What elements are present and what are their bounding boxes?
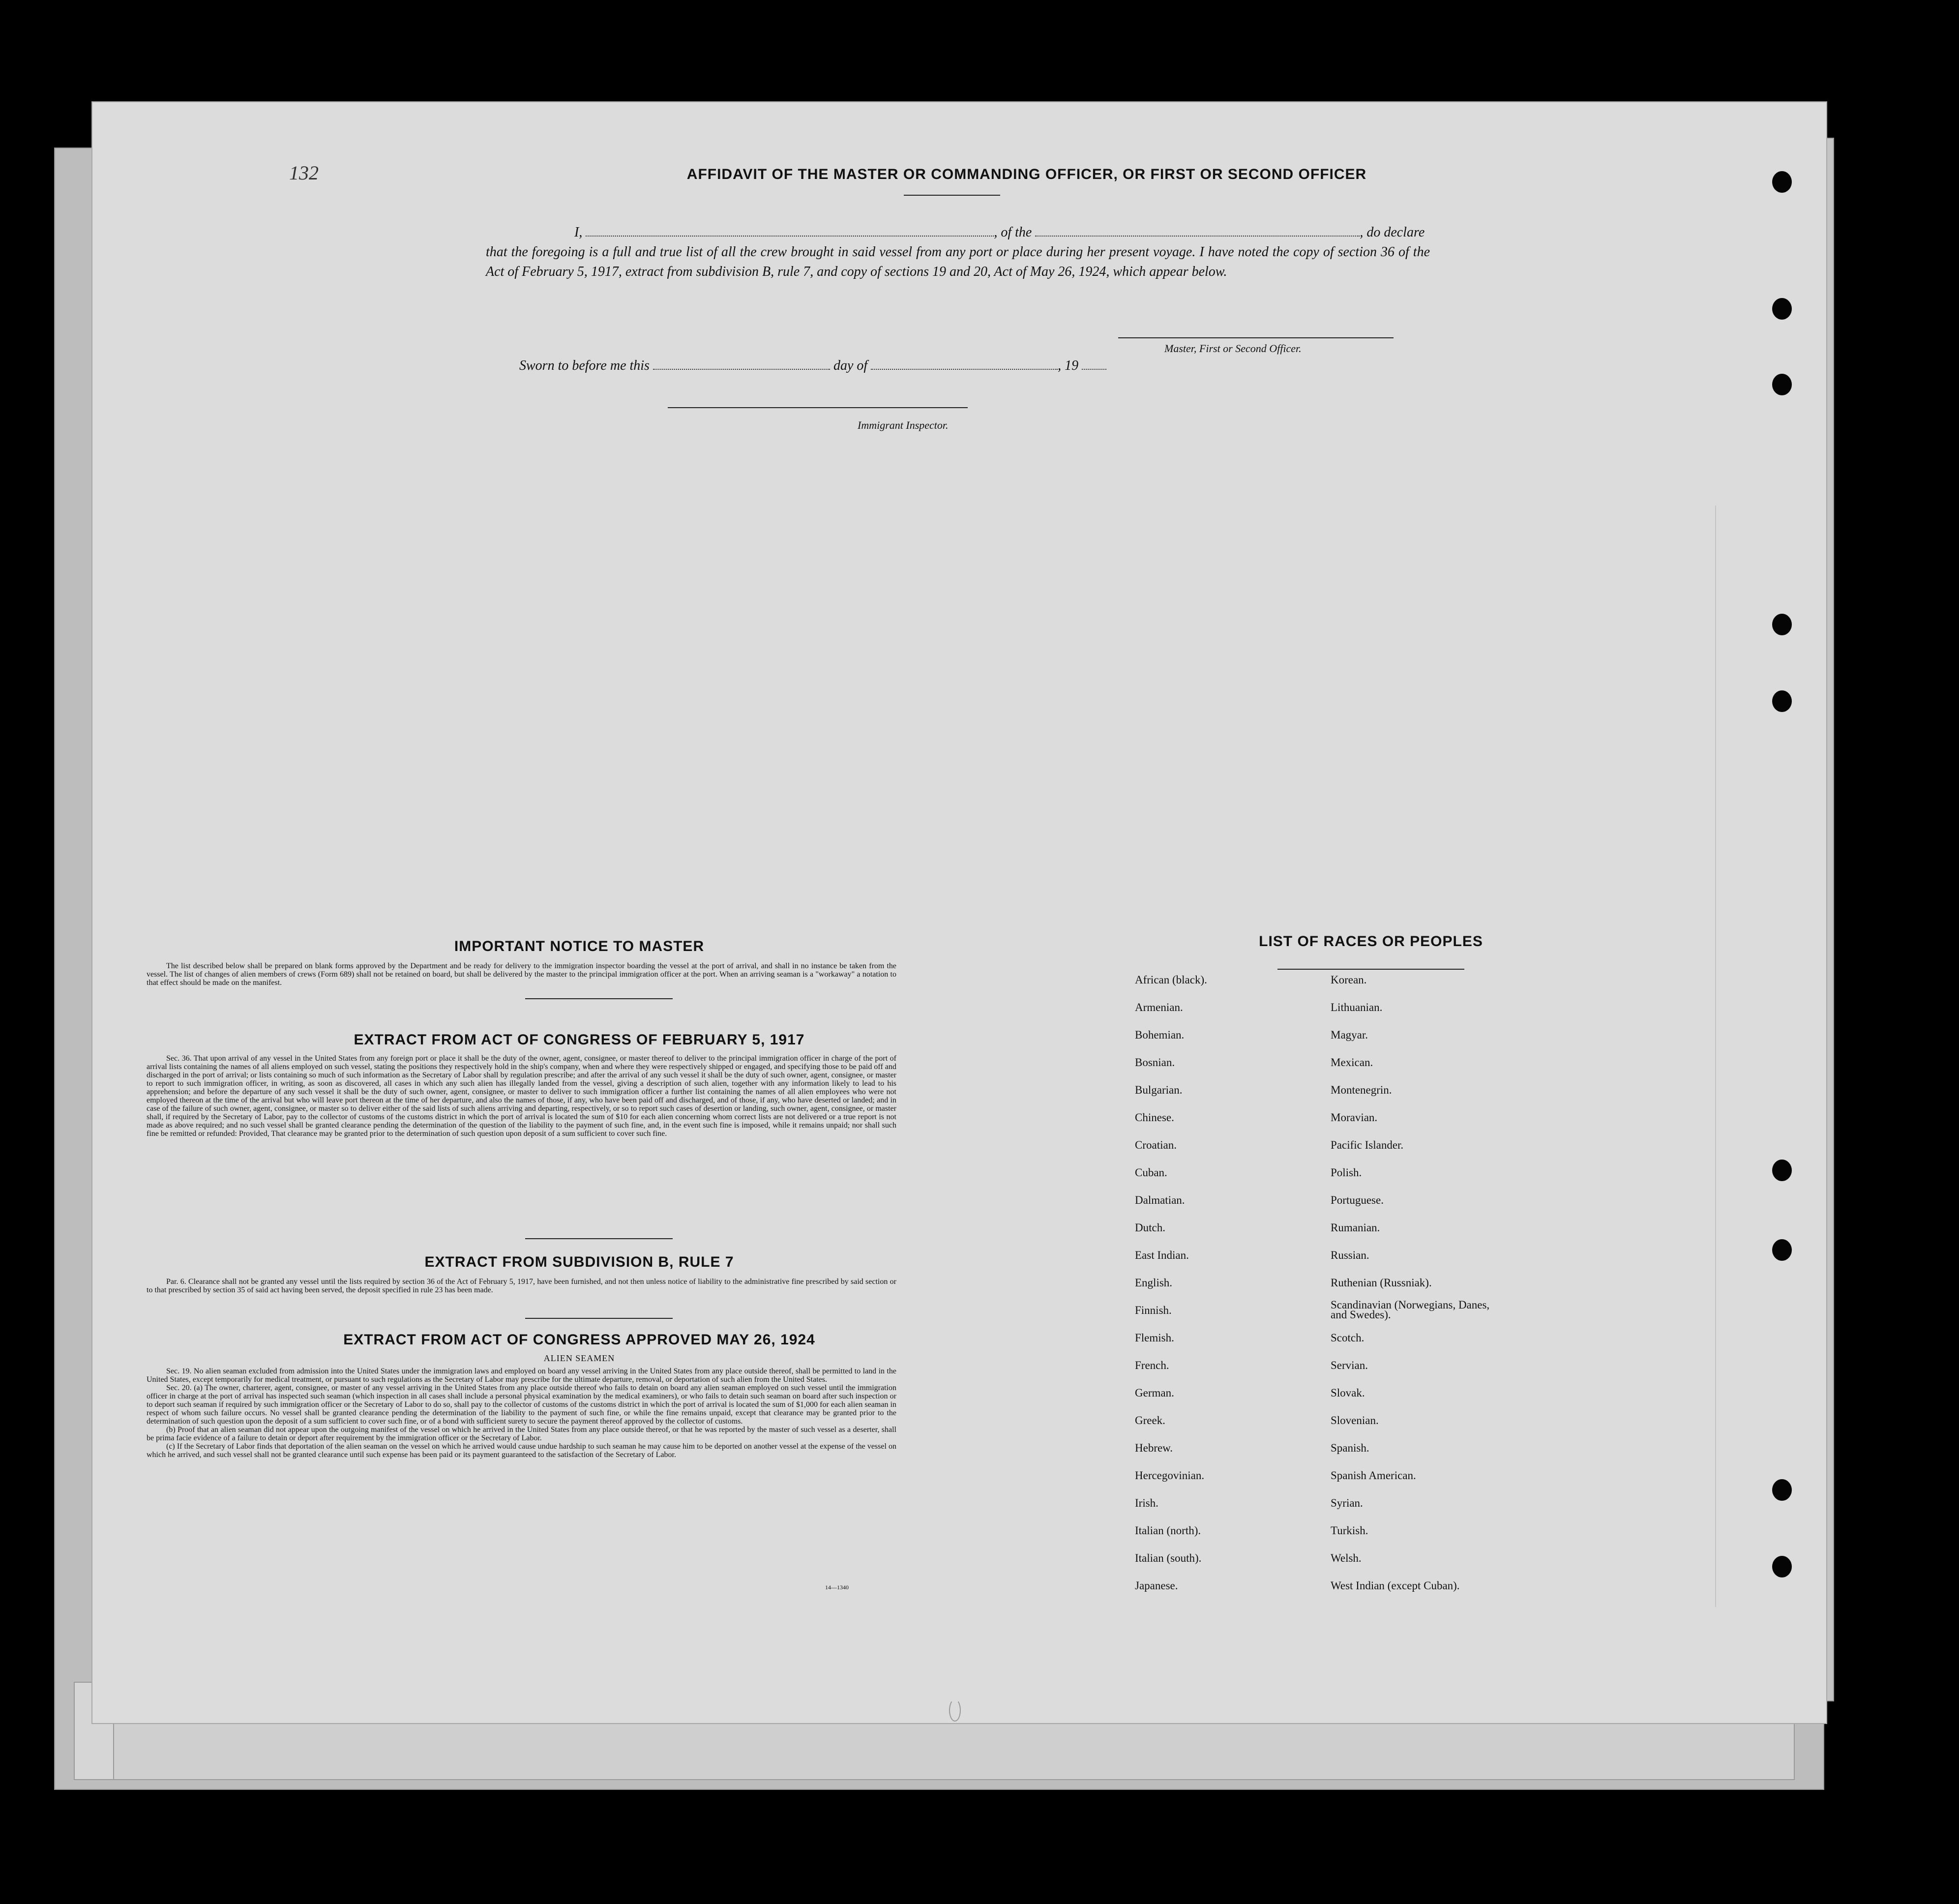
race-item: Hercegovinian. bbox=[1135, 1469, 1205, 1482]
affidavit-declare-label: , do declare bbox=[1360, 225, 1425, 240]
race-item: Flemish. bbox=[1135, 1332, 1174, 1344]
extract-rule7-text bbox=[147, 1278, 896, 1294]
section-20b-paragraph: (b) Proof that an alien seaman did not appear upon the outgoing manifest of the vessel on which he arrived in the United States from any place outside thereof, or that he was reported by the master of such vessel as a deserter, shall be prima facie evidence of a failure to detain or deport after requirement by the immigration officer or the Secretary of Labor. bbox=[147, 1426, 896, 1442]
punch-hole bbox=[1772, 1239, 1792, 1261]
race-item: Portuguese. bbox=[1331, 1194, 1384, 1206]
sworn-month-field[interactable] bbox=[871, 359, 1058, 370]
race-item: Korean. bbox=[1331, 974, 1367, 986]
race-item: Slovak. bbox=[1331, 1387, 1365, 1399]
punch-hole bbox=[1772, 171, 1792, 193]
race-item: Italian (south). bbox=[1135, 1552, 1202, 1564]
section-rule bbox=[525, 1318, 673, 1319]
race-item: German. bbox=[1135, 1387, 1174, 1399]
punch-hole bbox=[1772, 690, 1792, 712]
race-item: East Indian. bbox=[1135, 1249, 1189, 1261]
race-item: Moravian. bbox=[1331, 1111, 1378, 1124]
race-item: Montenegrin. bbox=[1331, 1084, 1392, 1096]
extract-1924-text bbox=[147, 1367, 896, 1459]
master-name-field[interactable] bbox=[586, 226, 994, 237]
race-item: Ruthenian (Russniak). bbox=[1331, 1277, 1432, 1289]
race-item: Welsh. bbox=[1331, 1552, 1362, 1564]
inspector-signature-line[interactable] bbox=[668, 407, 968, 408]
affidavit-of-the-label: , of the bbox=[994, 225, 1032, 240]
extract-1917-text bbox=[147, 1054, 896, 1138]
inspector-label: Immigrant Inspector. bbox=[858, 419, 949, 431]
race-item: Hebrew. bbox=[1135, 1442, 1173, 1454]
punch-hole bbox=[1772, 298, 1792, 320]
races-title-rule bbox=[1277, 969, 1464, 970]
affidavit-text: that the foregoing is a full and true list of all the crew brought in said vessel from any port or place during her present voyage. I have noted the copy of section 36 of the Act of February 5, 1917, extract from subdivision B, rule 7, and copy of sections 19 and 20, Act of May 26, 1924, which appear below. bbox=[486, 244, 1430, 279]
affidavit-first-line bbox=[486, 223, 1430, 242]
section-rule bbox=[525, 1238, 673, 1239]
form-number: 14—1340 bbox=[825, 1584, 849, 1591]
race-item: Bulgarian. bbox=[1135, 1084, 1183, 1096]
race-item: Japanese. bbox=[1135, 1579, 1178, 1592]
race-item: Syrian. bbox=[1331, 1497, 1363, 1509]
paragraph-6: Par. 6. Clearance shall not be granted any vessel until the lists required by section 36 of the Act of February 5, 1917, have been furnished, and not then unless notice of liability to the administrative fine prescribed by said section or to that prescribed by section 35 of said act having been served, the deposit specified in rule 23 has been made. bbox=[147, 1278, 896, 1294]
race-item: Italian (north). bbox=[1135, 1524, 1201, 1537]
race-item: English. bbox=[1135, 1277, 1173, 1289]
race-item: Pacific Islander. bbox=[1331, 1139, 1404, 1151]
race-item: African (black). bbox=[1135, 974, 1207, 986]
race-item: Servian. bbox=[1331, 1359, 1368, 1371]
race-item: Dutch. bbox=[1135, 1221, 1165, 1234]
affidavit-title: AFFIDAVIT OF THE MASTER OR COMMANDING OFFICER, OR FIRST OR SECOND OFFICER bbox=[686, 166, 1367, 182]
race-item: Croatian. bbox=[1135, 1139, 1177, 1151]
notice-text bbox=[147, 962, 896, 987]
alien-seamen-subhead: ALIEN SEAMEN bbox=[543, 1353, 615, 1363]
extract-1924-title: EXTRACT FROM ACT OF CONGRESS APPROVED MAY 26, 1924 bbox=[343, 1332, 815, 1348]
race-item: Armenian. bbox=[1135, 1001, 1183, 1013]
sworn-line bbox=[519, 358, 1306, 374]
sworn-year-field[interactable] bbox=[1082, 359, 1106, 370]
race-item: Rumanian. bbox=[1331, 1221, 1380, 1234]
document-page bbox=[91, 101, 1827, 1724]
race-item: Chinese. bbox=[1135, 1111, 1174, 1124]
sworn-day-field[interactable] bbox=[653, 359, 830, 370]
race-item: Cuban. bbox=[1135, 1166, 1167, 1179]
race-item: Bosnian. bbox=[1135, 1056, 1175, 1069]
race-item: West Indian (except Cuban). bbox=[1331, 1579, 1460, 1592]
page-number: 132 bbox=[289, 162, 319, 184]
race-item: Polish. bbox=[1331, 1166, 1362, 1179]
punch-hole bbox=[1772, 1479, 1792, 1501]
section-19-paragraph: Sec. 19. No alien seaman excluded from admission into the United States under the immigration laws and employed on board any vessel arriving in the United States from any place outside thereof, shall be permitted to land in the United States, except temporarily for medical treatment, or pursuant to such regulations as the Secretary of Labor may prescribe for the ultimate departure, removal, or deportation of such alien from the United States. bbox=[147, 1367, 896, 1384]
notice-paragraph: The list described below shall be prepared on blank forms approved by the Department and be ready for delivery to the immigration inspector boarding the vessel at the port of arrival, and shall in no instance be taken from the vessel. The list of changes of alien members of crews (Form 689) shall not be retained on board, but shall be delivered by the master to the principal immigration officer at the port. When an arriving seaman is a "workaway" a notation to that effect should be made on the manifest. bbox=[147, 962, 896, 987]
race-item: Spanish American. bbox=[1331, 1469, 1416, 1482]
punch-hole bbox=[1772, 374, 1792, 395]
punch-hole bbox=[1772, 1556, 1792, 1577]
affidavit-i-label: I, bbox=[574, 225, 583, 240]
section-20a-paragraph: Sec. 20. (a) The owner, charterer, agent, consignee, or master of any vessel arriving in the United States from any place outside thereof who fails to detain on board any alien seaman employed on such vessel until the immigration officer in charge at the port of arrival has inspected such seaman (which inspection in all cases shall include a personal physical examination by the medical examiners), or who fails to detain such seaman on board after such inspection or to deport such seaman if required by such immigration officer or the Secretary of Labor to do so, shall pay to the collector of customs of the customs district in which the port of arrival is located the sum of $1,000 for each alien seaman in respect of whom such failure occurs. No vessel shall be granted clearance pending the determination of the liability to the payment of such fine, or while the fine remains unpaid, except that clearance may be granted prior to the determination of such question upon the deposit of a sum sufficient to cover such fine, or of a bond with sufficient surety to secure the payment thereof approved by the collector of customs. bbox=[147, 1384, 896, 1426]
race-item: Mexican. bbox=[1331, 1056, 1373, 1069]
race-item: Russian. bbox=[1331, 1249, 1369, 1261]
vessel-name-field[interactable] bbox=[1035, 226, 1360, 237]
punch-hole bbox=[1772, 1160, 1792, 1181]
punch-hole bbox=[1772, 614, 1792, 635]
pen-mark bbox=[949, 1699, 961, 1722]
bleed-through-column bbox=[1715, 506, 1784, 1607]
race-item: Slovenian. bbox=[1331, 1414, 1379, 1427]
race-item: Scandinavian (Norwegians, Danes, and Swedes). bbox=[1331, 1299, 1490, 1321]
race-item: Greek. bbox=[1135, 1414, 1165, 1427]
race-item: Irish. bbox=[1135, 1497, 1158, 1509]
race-item: Dalmatian. bbox=[1135, 1194, 1185, 1206]
section-20c-paragraph: (c) If the Secretary of Labor finds that deportation of the alien seaman on the vessel on which he arrived would cause undue hardship to such seaman he may cause him to be deported on another vessel at the expense of the vessel on which he arrived, and such vessel shall not be granted clearance until such expense has been paid or its payment guaranteed to the satisfaction of the Secretary of Labor. bbox=[147, 1442, 896, 1459]
race-item: Lithuanian. bbox=[1331, 1001, 1383, 1013]
race-item: Magyar. bbox=[1331, 1029, 1368, 1041]
race-item: French. bbox=[1135, 1359, 1169, 1371]
notice-title: IMPORTANT NOTICE TO MASTER bbox=[454, 938, 705, 954]
race-item: Finnish. bbox=[1135, 1304, 1172, 1316]
races-title: LIST OF RACES OR PEOPLES bbox=[1259, 933, 1483, 950]
race-item: Turkish. bbox=[1331, 1524, 1368, 1537]
sworn-day-label: day of bbox=[833, 358, 868, 373]
race-item: Scotch. bbox=[1331, 1332, 1365, 1344]
sworn-year-label: , 19 bbox=[1058, 358, 1079, 373]
section-36-paragraph: Sec. 36. That upon arrival of any vessel in the United States from any foreign port or place it shall be the duty of the owner, agent, consignee, or master thereof to deliver to the principal immigration officer in charge of the port of arrival lists containing the names of all aliens employed on such vessel, stating the positions they respectively hold in the ship's company, when and where they were respectively shipped or engaged, and specifying those to be paid off and discharged in the port of arrival; or lists containing so much of such information as the Secretary of Labor shall by regulation prescribe; and after the arrival of any such vessel it shall be the duty of such owner, agent, consignee, or master to report to such immigration officer, in writing, as soon as discovered, all cases in which any such alien has illegally landed from the vessel, giving a description of such alien, together with any information likely to lead to his apprehension; and before the departure of any such vessel it shall be the duty of such owner, agent, consignee, or master to deliver to such immigration officer a further list containing the names of all alien employees who were not employed thereon at the time of the arrival but who will leave port thereon at the time of her departure, and also the names of those, if any, who have been paid off and discharged, and of those, if any, who have deserted or landed; and in case of the failure of such owner, agent, consignee, or master so to deliver either of the said lists of such aliens arriving and departing, respectively, or so to report such cases of desertion or landing, such owner, agent, consignee, or master shall, if required by the Secretary of Labor, pay to the collector of customs of the customs district in which the port of arrival is located the sum of $10 for each alien concerning whom correct lists are not delivered or a true report is not made as above required; and no such vessel shall be granted clearance pending the determination of the question of the liability to the payment of such fine, and, in the event such fine is imposed, while it remains unpaid; nor shall such fine be remitted or refunded: Provided, That clearance may be granted prior to the determination of such question upon deposit of a sum sufficient to cover such fine. bbox=[147, 1054, 896, 1138]
signature-label: Master, First or Second Officer. bbox=[1164, 342, 1302, 355]
sworn-prefix: Sworn to before me this bbox=[519, 358, 650, 373]
extract-rule7-title: EXTRACT FROM SUBDIVISION B, RULE 7 bbox=[424, 1254, 734, 1270]
race-item: Bohemian. bbox=[1135, 1029, 1185, 1041]
title-rule bbox=[904, 195, 1000, 196]
signature-line[interactable] bbox=[1118, 337, 1394, 338]
section-rule bbox=[525, 998, 673, 999]
race-item: Spanish. bbox=[1331, 1442, 1369, 1454]
extract-1917-title: EXTRACT FROM ACT OF CONGRESS OF FEBRUARY 5, 1917 bbox=[354, 1032, 805, 1048]
affidavit-body bbox=[486, 223, 1430, 282]
